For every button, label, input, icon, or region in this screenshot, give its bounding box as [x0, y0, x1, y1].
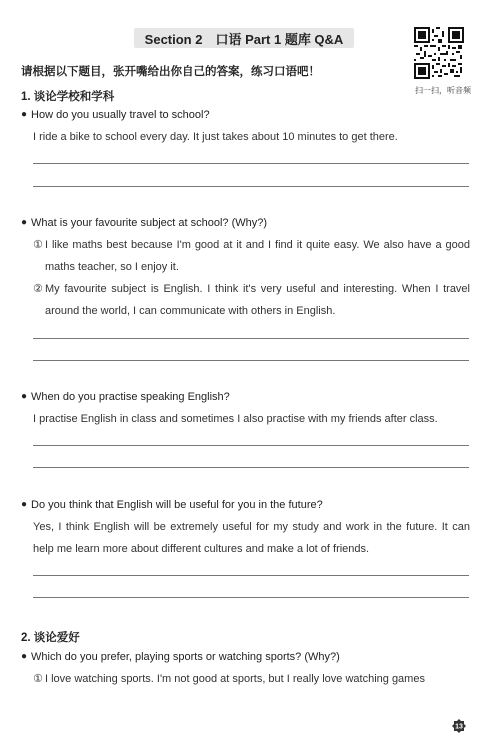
answer-item: [33, 234, 470, 278]
answer-line[interactable]: [33, 186, 469, 187]
page-number-badge-icon: [451, 718, 467, 734]
answer-text: I ride a bike to school every day. It just takes about 10 minutes to get there.: [33, 131, 398, 143]
question-text: How do you usually travel to school?: [31, 109, 210, 121]
question-item: [21, 391, 230, 403]
answer-marker: ①: [33, 673, 43, 685]
question-text: When do you practise speaking English?: [31, 391, 230, 403]
answer-text: I love watching sports. I'm not good at sports, but I really love watching games: [45, 673, 425, 685]
qr-code-icon[interactable]: [414, 27, 464, 79]
answer-line[interactable]: [33, 467, 469, 468]
answer-text: My favourite subject is English. I think it's very useful and interesting. When I travel around the world, I can communicate with others in English.: [45, 283, 470, 317]
question-item: [21, 217, 267, 229]
question-text: Do you think that English will be useful for you in the future?: [31, 499, 323, 511]
answer-text: Yes, I think English will be extremely useful for my study and work in the future. It can help me learn more about different cultures and make a lot of friends.: [33, 521, 470, 555]
answer-text: I practise English in class and sometimes I also practise with my friends after class.: [33, 413, 438, 425]
question-item: [21, 651, 340, 663]
page-number: 13: [455, 723, 463, 731]
question-text: Which do you prefer, playing sports or watching sports? (Why?): [31, 651, 340, 663]
qr-caption: 扫一扫，听音频: [415, 86, 471, 95]
section-heading-hobbies: 2. 谈论爱好: [21, 632, 80, 644]
answer-marker: ②: [33, 283, 43, 295]
section-title-bar: [134, 28, 354, 48]
question-text: What is your favourite subject at school? (Why?): [31, 217, 268, 229]
answer-line[interactable]: [33, 338, 469, 339]
section-title: Section 2 口语 Part 1 题库 Q&A: [144, 31, 344, 47]
answer-text: I like maths best because I'm good at it and I find it quite easy. We also have a good maths teacher, so I enjoy it.: [45, 239, 470, 273]
answer-item: [33, 668, 470, 690]
section-heading-school: 1. 谈论学校和学科: [21, 91, 115, 103]
bullet-dot: ●: [21, 216, 28, 228]
answer-line[interactable]: [33, 360, 469, 361]
instruction-text: 请根据以下题目，张开嘴给出你自己的答案，练习口语吧！: [21, 66, 320, 78]
answer-line[interactable]: [33, 575, 469, 576]
answer-line[interactable]: [33, 163, 469, 164]
bullet-dot: ●: [21, 108, 28, 120]
bullet-dot: ●: [21, 498, 28, 510]
answer-item: [33, 278, 470, 322]
question-item: [21, 109, 210, 121]
question-item: [21, 499, 323, 511]
bullet-dot: ●: [21, 390, 28, 402]
answer-marker: ①: [33, 239, 43, 251]
answer-line[interactable]: [33, 597, 469, 598]
bullet-dot: ●: [21, 650, 28, 662]
answer-line[interactable]: [33, 445, 469, 446]
